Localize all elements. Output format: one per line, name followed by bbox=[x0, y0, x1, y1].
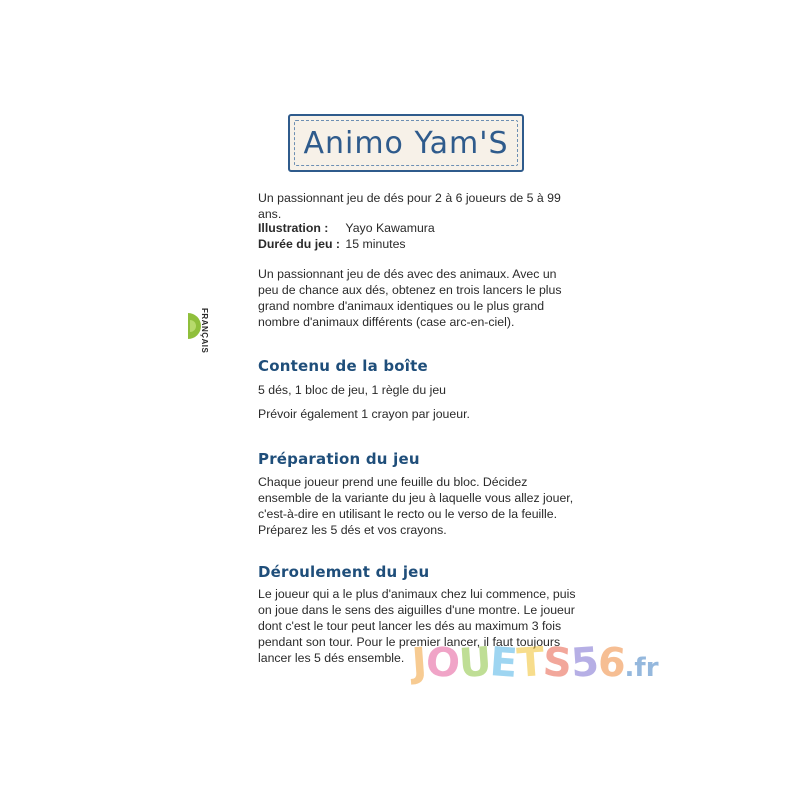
language-tab bbox=[188, 306, 214, 354]
watermark-letter: T bbox=[515, 639, 545, 687]
credits bbox=[258, 220, 435, 252]
description-text: Un passionnant jeu de dés avec des animaux. Avec un peu de chance aux dés, obtenez en trois lancers le plus grand nombre d'animaux identiques ou le plus grand nombre d'animaux différents (case arc-en-ciel). bbox=[258, 267, 562, 329]
watermark-letter: S bbox=[541, 639, 573, 687]
section-heading: Contenu de la boîte bbox=[258, 357, 428, 375]
section-paragraph: 5 dés, 1 bloc de jeu, 1 règle du jeu bbox=[258, 383, 447, 397]
watermark-letter: J bbox=[410, 639, 428, 687]
game-title: Animo Yam'S bbox=[303, 126, 509, 161]
watermark-suffix: .fr bbox=[624, 653, 659, 683]
section-heading: Préparation du jeu bbox=[258, 450, 420, 468]
language-label: FRANÇAIS bbox=[200, 308, 209, 354]
credit-row bbox=[258, 236, 435, 252]
credit-value: 15 minutes bbox=[345, 237, 406, 251]
watermark-letter: E bbox=[488, 639, 519, 687]
watermark-letter: 5 bbox=[569, 639, 600, 687]
section-paragraph: Chaque joueur prend une feuille du bloc. Décidez ensemble de la variante du jeu à laquelle vous allez jouer, c'est-à-dire en utilisant le recto ou le verso de la feuille. Préparez les 5 dés et vos crayons. bbox=[258, 475, 574, 537]
watermark-logo bbox=[410, 638, 659, 700]
section-paragraph: Prévoir également 1 crayon par joueur. bbox=[258, 407, 470, 421]
credit-label: Durée du jeu : bbox=[258, 237, 340, 251]
section-paragraph: Le joueur qui a le plus d'animaux chez lui commence, puis on joue dans le sens des aiguilles d'une montre. Le joueur dont c'est le tour peut lancer les dés au maximum 3 fois pendant son tour. Pour le premier lancer, il faut toujours lancer les 5 dés ensemble. bbox=[258, 587, 576, 665]
watermark-letter: O bbox=[424, 638, 461, 688]
section-heading: Déroulement du jeu bbox=[258, 563, 430, 581]
watermark-letter: 6 bbox=[596, 639, 627, 687]
intro-text: Un passionnant jeu de dés pour 2 à 6 joueurs de 5 à 99 ans. bbox=[258, 191, 561, 221]
credit-row bbox=[258, 220, 435, 236]
credit-value: Yayo Kawamura bbox=[345, 221, 435, 235]
credit-label: Illustration : bbox=[258, 221, 329, 235]
watermark-letter: U bbox=[457, 638, 492, 688]
title-plate bbox=[288, 114, 524, 172]
watermark-main bbox=[412, 640, 625, 686]
